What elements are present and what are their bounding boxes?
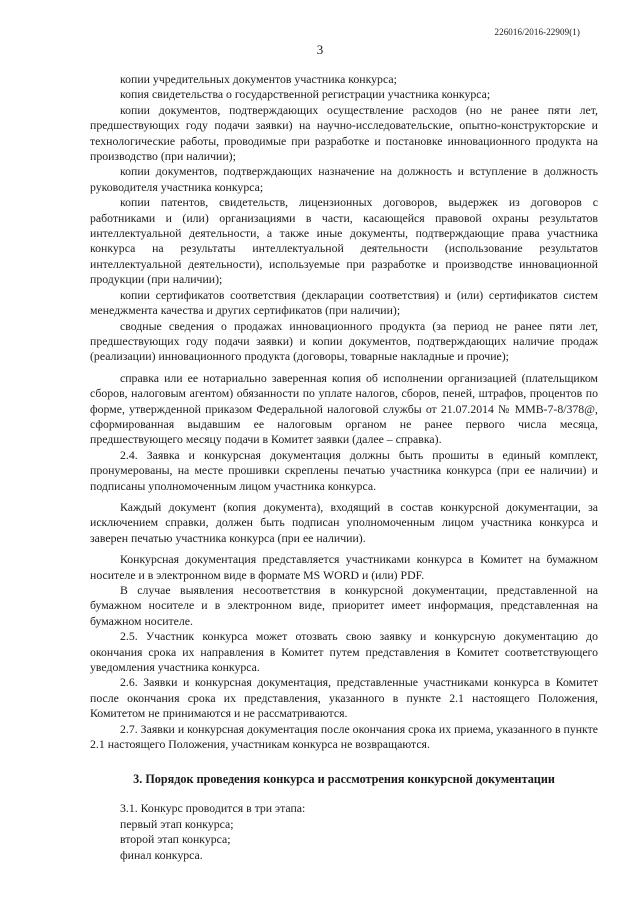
paragraph: копии документов, подтверждающих назначение на должность и вступление в должность руководителя участника конкурса; — [90, 164, 598, 194]
paragraph: 2.4. Заявка и конкурсная документация должны быть прошиты в единый комплект, пронумерованы, на месте прошивки скреплены печатью участника конкурса (при ее наличии) и подписаны уполномоченным лицом участника конкурса. — [90, 447, 598, 493]
paragraph: копии сертификатов соответствия (декларации соответствия) и (или) сертификатов систем менеджмента качества и других сертификатов (при наличии); — [90, 287, 598, 318]
list-item: второй этап конкурса; — [120, 832, 231, 847]
paragraph: Каждый документ (копия документа), входящий в состав конкурсной документации, за исключением справки, должен быть подписан уполномоченным лицом участника конкурса и заверен печатью участника конкурса (при ее наличии). — [90, 499, 598, 545]
paragraph: В случае выявления несоответствия в конкурсной документации, представленной на бумажном носителе и в электронном виде, приоритет имеет информация, представленная на бумажном носителе. — [90, 583, 598, 628]
paragraph: 2.5. Участник конкурса может отозвать свою заявку и конкурсную документацию до окончания срока их направления в Комитет путем представления в Комитет соответствующего уведомления участника конкурса. — [90, 629, 598, 675]
document-id: 226016/2016-22909(1) — [494, 27, 580, 37]
list-item: первый этап конкурса; — [120, 816, 234, 831]
paragraph: справка или ее нотариально заверенная копия об исполнении организацией (плательщиком сборов, налоговым агентом) обязанности по уплате налогов, сборов, пеней, штрафов, процентов по форме, утвержденной приказом Федеральной налоговой службы от 21.07.2014 № ММВ-7-8/378@, сформированная выдавшим ее налоговым органом не ранее первого числа месяца, предшествующего месяцу подачи в Комитет заявки (далее – справка). — [90, 370, 598, 447]
paragraph: копии учредительных документов участника конкурса; — [120, 72, 397, 86]
paragraph: копии патентов, свидетельств, лицензионных договоров, выдержек из договоров с работниками и (или) организациями в части, касающейся правовой охраны результатов интеллектуальной деятельности, а также иные документы, подтверждающие права участника конкурса на результаты интеллектуальной деятельности (использование результатов интеллектуальной деятельности), используемые при разработке и производстве инновационной продукции (при наличии); — [90, 195, 598, 287]
list-item: финал конкурса. — [120, 847, 203, 862]
paragraph: 2.6. Заявки и конкурсная документация, представленные участниками конкурса в Комитет после окончания срока их представления, указанного в пункте 2.1 настоящего Положения, Комитетом не принимаются и не рассматриваются. — [90, 675, 598, 721]
section-heading: 3. Порядок проведения конкурса и рассмотрения конкурсной документации — [133, 772, 555, 787]
paragraph: копии документов, подтверждающих осуществление расходов (но не ранее пяти лет, предшествующих году подачи заявки) на научно-исследовательские, опытно-конструкторские и технологические работы, проводимые при разработке и постановке инновационного продукта на производство (при наличии); — [90, 102, 598, 164]
paragraph: Конкурсная документация представляется участниками конкурса в Комитет на бумажном носителе и в электронном виде в формате MS WORD и (или) PDF. — [90, 552, 598, 582]
document-body — [90, 72, 598, 863]
section-intro: 3.1. Конкурс проводится в три этапа: — [120, 801, 306, 816]
paragraph: сводные сведения о продажах инновационного продукта (за период не ранее пяти лет, предшествующих году подачи заявки) и копии документов, подтверждающих наличие продаж (реализации) инновационного продукта (договоры, товарные накладные и прочие); — [90, 318, 598, 364]
page-number: 3 — [316, 42, 324, 57]
paragraph: копия свидетельства о государственной регистрации участника конкурса; — [120, 87, 491, 102]
paragraph: 2.7. Заявки и конкурсная документация после окончания срока их приема, указанного в пункте 2.1 настоящего Положения, участникам конкурса не возвращаются. — [90, 721, 598, 752]
